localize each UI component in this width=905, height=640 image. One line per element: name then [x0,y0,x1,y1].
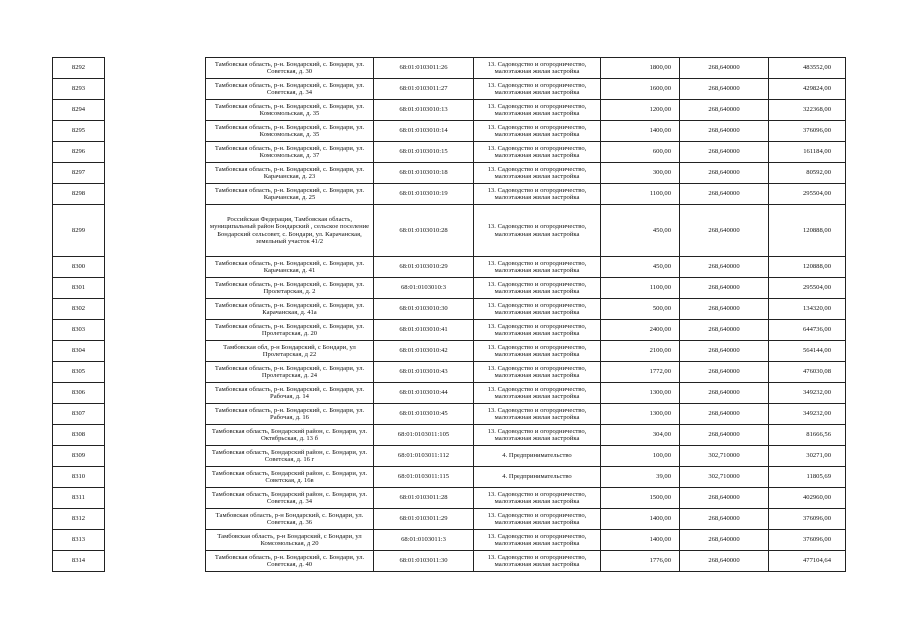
cadastral-value-cell: 564144,00 [769,341,846,362]
row-number: 8314 [53,551,105,572]
row-number: 8298 [53,184,105,205]
cadastral-number-cell: 68:01:0103011:26 [374,58,474,79]
table-row [53,163,846,184]
area-cell: 100,00 [601,446,680,467]
row-number: 8296 [53,142,105,163]
cadastral-value-cell: 644736,00 [769,320,846,341]
spacer-cell [105,425,206,446]
table-row [53,383,846,404]
cadastral-value-cell: 120888,00 [769,257,846,278]
spacer-cell [105,467,206,488]
cadastral-value-cell: 30271,00 [769,446,846,467]
row-number: 8313 [53,530,105,551]
cadastral-value-cell: 134320,00 [769,299,846,320]
land-use-cell: 13. Садоводство и огородничество, малоэтажная жилая застройка [474,163,601,184]
row-number: 8293 [53,79,105,100]
cadastral-value-cell: 349232,00 [769,404,846,425]
specific-value-cell: 268,640000 [680,320,769,341]
area-cell: 1300,00 [601,383,680,404]
table-row [53,79,846,100]
table-row [53,551,846,572]
spacer-cell [105,530,206,551]
spacer-cell [105,142,206,163]
area-cell: 304,00 [601,425,680,446]
area-cell: 1100,00 [601,278,680,299]
land-use-cell: 13. Садоводство и огородничество, малоэтажная жилая застройка [474,383,601,404]
area-cell: 1300,00 [601,404,680,425]
address-cell: Тамбовская область, р-н. Бондарский, с. Бондари, ул. Рабочая, д. 14 [206,383,374,404]
cadastral-value-cell: 349232,00 [769,383,846,404]
spacer-cell [105,163,206,184]
specific-value-cell: 268,640000 [680,58,769,79]
specific-value-cell: 268,640000 [680,404,769,425]
cadastral-number-cell: 68:01:0103011:3 [374,530,474,551]
specific-value-cell: 268,640000 [680,383,769,404]
row-number: 8305 [53,362,105,383]
address-cell: Тамбовская область, р-н. Бондарский, с. Бондари, ул. Советская, д. 30 [206,58,374,79]
cadastral-value-cell: 295504,00 [769,184,846,205]
cadastral-number-cell: 68:01:0103011:105 [374,425,474,446]
table-body [53,58,846,572]
specific-value-cell: 268,640000 [680,142,769,163]
specific-value-cell: 268,640000 [680,509,769,530]
specific-value-cell: 268,640000 [680,488,769,509]
spacer-cell [105,121,206,142]
cadastral-number-cell: 68:01:0103010:19 [374,184,474,205]
land-use-cell: 13. Садоводство и огородничество, малоэтажная жилая застройка [474,205,601,257]
row-number: 8297 [53,163,105,184]
land-use-cell: 13. Садоводство и огородничество, малоэтажная жилая застройка [474,58,601,79]
row-number: 8310 [53,467,105,488]
spacer-cell [105,299,206,320]
land-use-cell: 13. Садоводство и огородничество, малоэтажная жилая застройка [474,530,601,551]
address-cell: Тамбовская область, р-н. Бондарский, с. Бондари, ул. Пролетарская, д. 20 [206,320,374,341]
specific-value-cell: 268,640000 [680,299,769,320]
spacer-cell [105,488,206,509]
specific-value-cell: 268,640000 [680,79,769,100]
address-cell: Тамбовская область, Бондарский район, с. Бондари, ул. Советская, д. 34 [206,488,374,509]
table-row [53,257,846,278]
table-row [53,58,846,79]
cadastral-number-cell: 68:01:0103011:112 [374,446,474,467]
area-cell: 2100,00 [601,341,680,362]
specific-value-cell: 268,640000 [680,121,769,142]
address-cell: Российская Федерация, Тамбовская область, муниципальный район Бондарский , сельское поселение Бондарский сельсовет, с. Бондари, ул. Карачанская, земельный участок 41/2 [206,205,374,257]
row-number: 8300 [53,257,105,278]
row-number: 8312 [53,509,105,530]
area-cell: 1800,00 [601,58,680,79]
area-cell: 1600,00 [601,79,680,100]
land-use-cell: 13. Садоводство и огородничество, малоэтажная жилая застройка [474,100,601,121]
cadastral-number-cell: 68:01:0103010:41 [374,320,474,341]
table-row [53,278,846,299]
cadastral-number-cell: 68:01:0103010:29 [374,257,474,278]
spacer-cell [105,551,206,572]
area-cell: 1772,00 [601,362,680,383]
spacer-cell [105,205,206,257]
specific-value-cell: 268,640000 [680,184,769,205]
table-row [53,341,846,362]
address-cell: Тамбовская область, р-н Бондарский, с Бондари, ул Комсомольская, д 20 [206,530,374,551]
cadastral-value-cell: 429824,00 [769,79,846,100]
specific-value-cell: 302,710000 [680,467,769,488]
spacer-cell [105,383,206,404]
address-cell: Тамбовская область, р-н. Бондарский, с. Бондари, ул. Карачанская, д. 23 [206,163,374,184]
table-row [53,446,846,467]
table-row [53,467,846,488]
land-use-cell: 4. Предпринимательство [474,467,601,488]
row-number: 8301 [53,278,105,299]
cadastral-number-cell: 68:01:0103010:30 [374,299,474,320]
land-use-cell: 13. Садоводство и огородничество, малоэтажная жилая застройка [474,79,601,100]
table-row [53,142,846,163]
specific-value-cell: 268,640000 [680,257,769,278]
land-use-cell: 13. Садоводство и огородничество, малоэтажная жилая застройка [474,278,601,299]
cadastral-number-cell: 68:01:0103010:44 [374,383,474,404]
address-cell: Тамбовская область, р-н. Бондарский, с. Бондари, ул. Комсомольская, д. 35 [206,121,374,142]
specific-value-cell: 268,640000 [680,551,769,572]
spacer-cell [105,184,206,205]
row-number: 8309 [53,446,105,467]
table-row [53,488,846,509]
spacer-cell [105,404,206,425]
area-cell: 2400,00 [601,320,680,341]
row-number: 8308 [53,425,105,446]
row-number: 8307 [53,404,105,425]
spacer-cell [105,446,206,467]
land-use-cell: 13. Садоводство и огородничество, малоэтажная жилая застройка [474,142,601,163]
area-cell: 450,00 [601,205,680,257]
spacer-cell [105,79,206,100]
area-cell: 1400,00 [601,509,680,530]
cadastral-value-table [52,57,846,572]
address-cell: Тамбовская область, р-н. Бондарский, с. Бондари, ул. Карачанская, д. 25 [206,184,374,205]
cadastral-number-cell: 68:01:0103010:3 [374,278,474,299]
cadastral-value-cell: 11805,69 [769,467,846,488]
land-use-cell: 13. Садоводство и огородничество, малоэтажная жилая застройка [474,362,601,383]
cadastral-number-cell: 68:01:0103010:28 [374,205,474,257]
area-cell: 1400,00 [601,121,680,142]
cadastral-value-cell: 477104,64 [769,551,846,572]
table-row [53,121,846,142]
area-cell: 1100,00 [601,184,680,205]
area-cell: 450,00 [601,257,680,278]
area-cell: 500,00 [601,299,680,320]
table-row [53,299,846,320]
area-cell: 600,00 [601,142,680,163]
specific-value-cell: 268,640000 [680,362,769,383]
land-use-cell: 13. Садоводство и огородничество, малоэтажная жилая застройка [474,299,601,320]
cadastral-value-cell: 376096,00 [769,121,846,142]
table-row [53,205,846,257]
land-use-cell: 13. Садоводство и огородничество, малоэтажная жилая застройка [474,509,601,530]
land-use-cell: 13. Садоводство и огородничество, малоэтажная жилая застройка [474,551,601,572]
row-number: 8294 [53,100,105,121]
spacer-cell [105,278,206,299]
row-number: 8292 [53,58,105,79]
row-number: 8304 [53,341,105,362]
area-cell: 300,00 [601,163,680,184]
cadastral-number-cell: 68:01:0103011:28 [374,488,474,509]
cadastral-value-cell: 80592,00 [769,163,846,184]
land-use-cell: 13. Садоводство и огородничество, малоэтажная жилая застройка [474,488,601,509]
table-row [53,509,846,530]
land-use-cell: 13. Садоводство и огородничество, малоэтажная жилая застройка [474,425,601,446]
cadastral-number-cell: 68:01:0103010:45 [374,404,474,425]
table-row [53,184,846,205]
address-cell: Тамбовская область, Бондарский район, с. Бондари, ул. Октябрьская, д. 13 б [206,425,374,446]
table-row [53,404,846,425]
cadastral-value-cell: 376096,00 [769,509,846,530]
address-cell: Тамбовская область, р-н. Бондарский, с. Бондари, ул. Пролетарская, д. 24 [206,362,374,383]
cadastral-number-cell: 68:01:0103011:29 [374,509,474,530]
specific-value-cell: 268,640000 [680,341,769,362]
address-cell: Тамбовская область, Бондарский район, с. Бондари, ул. Советская, д. 16в [206,467,374,488]
cadastral-value-cell: 376096,00 [769,530,846,551]
land-use-cell: 13. Садоводство и огородничество, малоэтажная жилая застройка [474,184,601,205]
cadastral-number-cell: 68:01:0103010:14 [374,121,474,142]
row-number: 8311 [53,488,105,509]
cadastral-value-cell: 81666,56 [769,425,846,446]
specific-value-cell: 268,640000 [680,530,769,551]
table-row [53,362,846,383]
row-number: 8299 [53,205,105,257]
spacer-cell [105,58,206,79]
cadastral-number-cell: 68:01:0103010:42 [374,341,474,362]
cadastral-value-cell: 402960,00 [769,488,846,509]
land-use-cell: 13. Садоводство и огородничество, малоэтажная жилая застройка [474,404,601,425]
specific-value-cell: 302,710000 [680,446,769,467]
address-cell: Тамбовская область, р-н. Бондарский, с. Бондари, ул. Карачанская, д. 41а [206,299,374,320]
land-use-cell: 13. Садоводство и огородничество, малоэтажная жилая застройка [474,121,601,142]
spacer-cell [105,362,206,383]
address-cell: Тамбовская область, р-н. Бондарский, с. Бондари, ул. Рабочая, д. 16 [206,404,374,425]
address-cell: Тамбовская область, р-н. Бондарский, с. Бондари, ул. Комсомольская, д. 37 [206,142,374,163]
spacer-cell [105,341,206,362]
cadastral-number-cell: 68:01:0103010:15 [374,142,474,163]
specific-value-cell: 268,640000 [680,278,769,299]
row-number: 8303 [53,320,105,341]
cadastral-value-cell: 322368,00 [769,100,846,121]
cadastral-number-cell: 68:01:0103010:13 [374,100,474,121]
area-cell: 1500,00 [601,488,680,509]
address-cell: Тамбовская область, р-н. Бондарский, с. Бондари, ул. Советская, д. 40 [206,551,374,572]
cadastral-value-cell: 161184,00 [769,142,846,163]
cadastral-number-cell: 68:01:0103011:115 [374,467,474,488]
address-cell: Тамбовская область, Бондарский район, с. Бондари, ул. Советская, д. 16 г [206,446,374,467]
land-use-cell: 13. Садоводство и огородничество, малоэтажная жилая застройка [474,320,601,341]
cadastral-value-cell: 483552,00 [769,58,846,79]
table-row [53,425,846,446]
spacer-cell [105,100,206,121]
address-cell: Тамбовская область, р-н. Бондарский, с. Бондари, ул. Карачанская, д. 41 [206,257,374,278]
row-number: 8295 [53,121,105,142]
area-cell: 1400,00 [601,530,680,551]
address-cell: Тамбовская область, р-н. Бондарский, с. Бондари, ул. Комсомольская, д. 35 [206,100,374,121]
spacer-cell [105,320,206,341]
cadastral-value-cell: 120888,00 [769,205,846,257]
specific-value-cell: 268,640000 [680,163,769,184]
spacer-cell [105,257,206,278]
table-row [53,530,846,551]
row-number: 8302 [53,299,105,320]
cadastral-value-cell: 295504,00 [769,278,846,299]
land-use-cell: 13. Садоводство и огородничество, малоэтажная жилая застройка [474,341,601,362]
area-cell: 1776,00 [601,551,680,572]
cadastral-number-cell: 68:01:0103010:18 [374,163,474,184]
cadastral-number-cell: 68:01:0103010:43 [374,362,474,383]
cadastral-number-cell: 68:01:0103011:30 [374,551,474,572]
specific-value-cell: 268,640000 [680,425,769,446]
cadastral-number-cell: 68:01:0103011:27 [374,79,474,100]
specific-value-cell: 268,640000 [680,205,769,257]
address-cell: Тамбовская область, р-н. Бондарский, с. Бондари, ул. Советская, д. 34 [206,79,374,100]
table-row [53,320,846,341]
address-cell: Тамбовская область, р-н Бондарский, с. Бондари, ул. Советская, д. 36 [206,509,374,530]
area-cell: 1200,00 [601,100,680,121]
cadastral-value-cell: 476030,08 [769,362,846,383]
specific-value-cell: 268,640000 [680,100,769,121]
row-number: 8306 [53,383,105,404]
address-cell: Тамбовская область, р-н. Бондарский, с. Бондари, ул. Пролетарская, д. 2 [206,278,374,299]
land-use-cell: 13. Садоводство и огородничество, малоэтажная жилая застройка [474,257,601,278]
address-cell: Тамбовская обл, р-н Бондарский, с Бондари, ул Пролетарская, д 22 [206,341,374,362]
table-row [53,100,846,121]
spacer-cell [105,509,206,530]
land-use-cell: 4. Предпринимательство [474,446,601,467]
area-cell: 39,00 [601,467,680,488]
